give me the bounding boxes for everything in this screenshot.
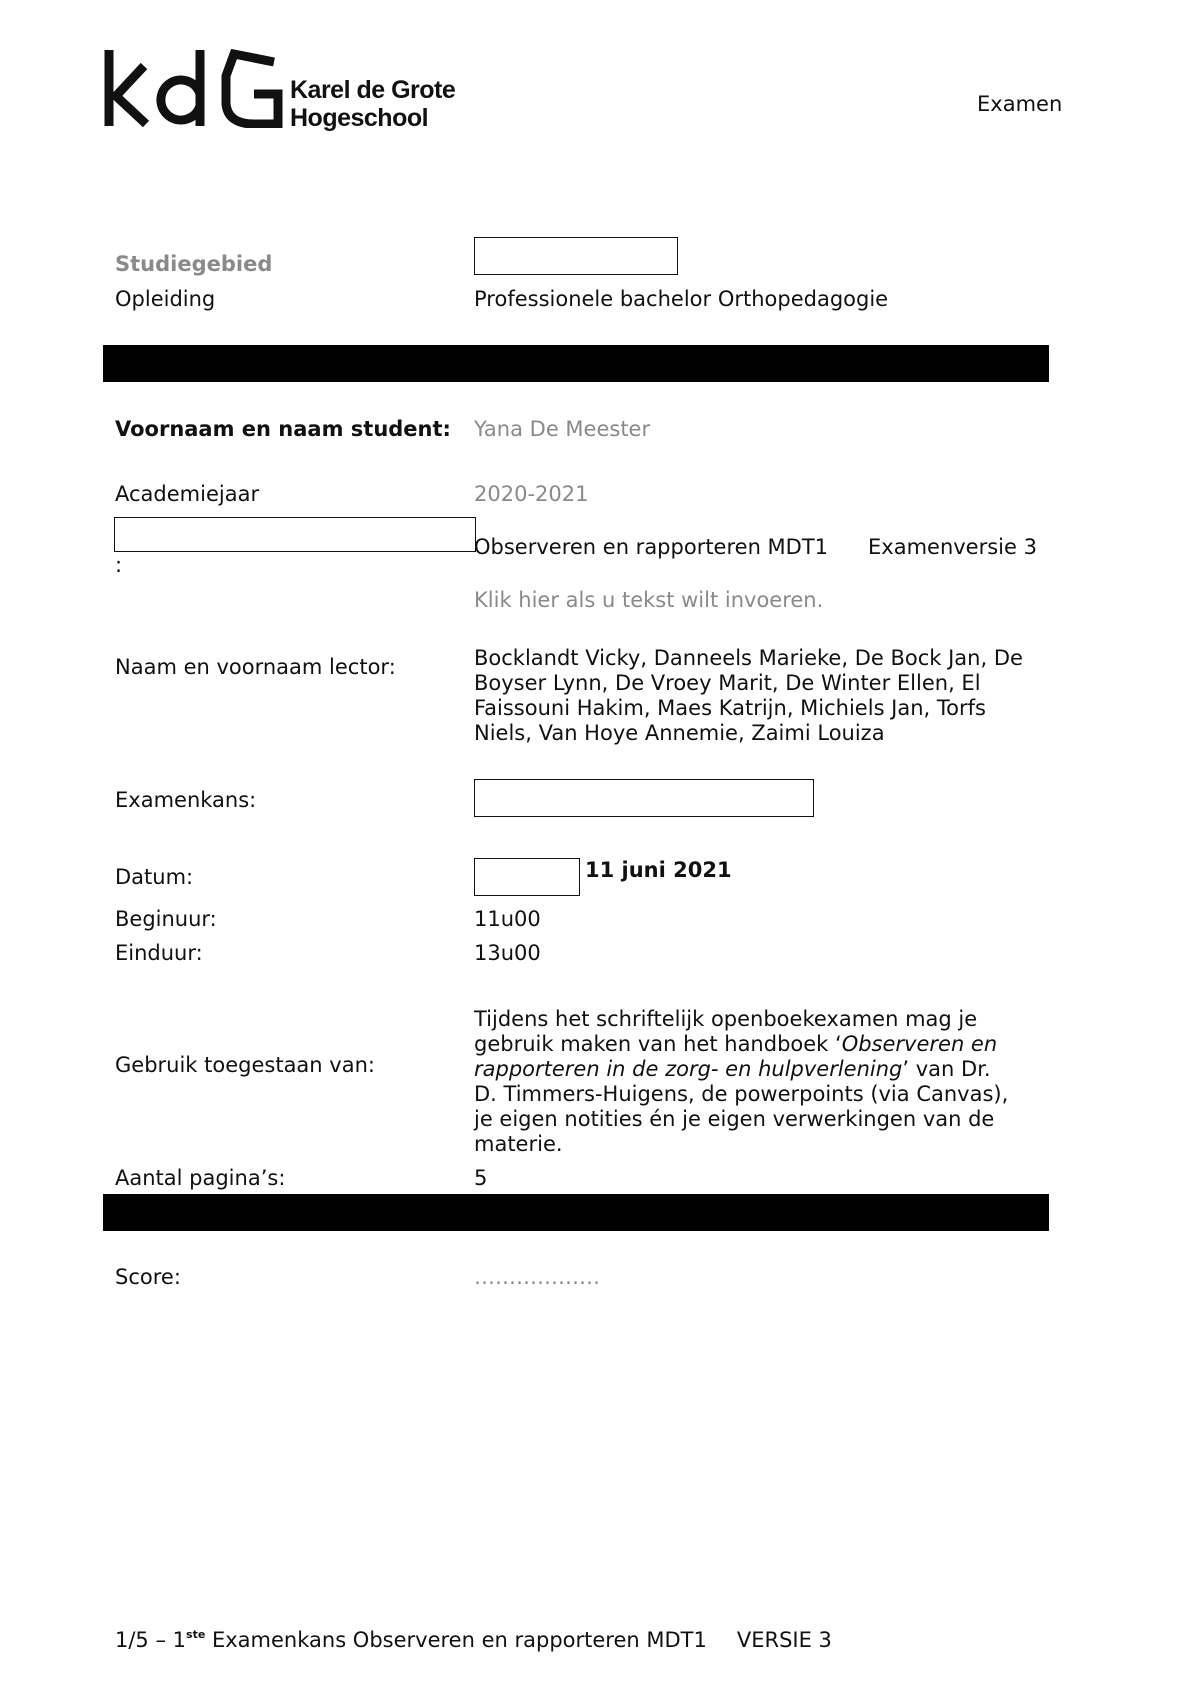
footer-ordinal: ste <box>186 1628 206 1641</box>
vak-label-field[interactable] <box>114 517 476 552</box>
footer-page: 1/5 – 1 <box>115 1628 187 1652</box>
einduur-label: Einduur: <box>115 941 203 965</box>
score-label: Score: <box>115 1265 181 1289</box>
redaction-bar-top <box>103 345 1049 382</box>
footer-versie: VERSIE 3 <box>736 1628 832 1652</box>
page-footer <box>115 1628 832 1652</box>
logo-line-1: Karel de Grote <box>290 76 456 104</box>
gebruik-handbook-title: Observeren en rapporteren in de zorg- en hulpverlening <box>474 1032 998 1081</box>
student-name-field[interactable]: Yana De Meester <box>474 417 651 441</box>
opleiding-label: Opleiding <box>115 287 216 311</box>
paginas-label: Aantal pagina’s: <box>115 1166 286 1190</box>
vak-label-colon: : <box>115 553 123 577</box>
studiegebied-label: Studiegebied <box>115 252 273 276</box>
gebruik-text-1: Tijdens het schriftelijk openboekexamen mag je gebruik maken van het handboek ‘ <box>474 1007 978 1056</box>
academiejaar-label: Academiejaar <box>115 482 260 506</box>
examenkans-label: Examenkans: <box>115 788 257 812</box>
gebruik-text-2: ’ van Dr. D. Timmers-Huigens, de powerpoints (via Canvas), je eigen notities én je eigen verwerkingen van de materie. <box>474 1057 1009 1156</box>
opleiding-value: Professionele bachelor Orthopedagogie <box>474 287 889 311</box>
score-field[interactable]: ……………… <box>474 1265 600 1289</box>
document-type: Examen <box>977 92 1063 116</box>
academiejaar-field[interactable]: 2020-2021 <box>474 482 589 506</box>
beginuur-label: Beginuur: <box>115 907 217 931</box>
lector-label: Naam en voornaam lector: <box>115 655 396 679</box>
datum-field[interactable] <box>474 858 580 896</box>
logo-line-2: Hogeschool <box>290 104 429 132</box>
paginas-value: 5 <box>474 1166 488 1190</box>
vak-value: Observeren en rapporteren MDT1 <box>474 535 829 559</box>
student-label: Voornaam en naam student: <box>115 417 451 441</box>
logo-wordmark <box>290 76 455 132</box>
beginuur-value: 11u00 <box>474 907 541 931</box>
lector-value: Bocklandt Vicky, Danneels Marieke, De Bock Jan, De Boyser Lynn, De Vroey Marit, De Winter Ellen, El Faissouni Hakim, Maes Katrijn, Michiels Jan, Torfs Niels, Van Hoye Annemie, Zaimi Louiza <box>474 646 1023 745</box>
vak-versie: Examenversie 3 <box>868 535 1037 559</box>
datum-label: Datum: <box>115 865 194 889</box>
examenkans-field[interactable] <box>474 779 814 817</box>
gebruik-label: Gebruik toegestaan van: <box>115 1053 375 1077</box>
datum-value: 11 juni 2021 <box>585 858 732 882</box>
einduur-value: 13u00 <box>474 941 541 965</box>
vak-text-placeholder[interactable]: Klik hier als u tekst wilt invoeren. <box>474 588 824 612</box>
studiegebied-field[interactable] <box>474 237 678 275</box>
kdg-logo-icon <box>104 48 284 128</box>
footer-text: Examenkans Observeren en rapporteren MDT1 <box>205 1628 707 1652</box>
gebruik-value <box>474 1007 1019 1157</box>
redaction-bar-bottom <box>103 1194 1049 1231</box>
